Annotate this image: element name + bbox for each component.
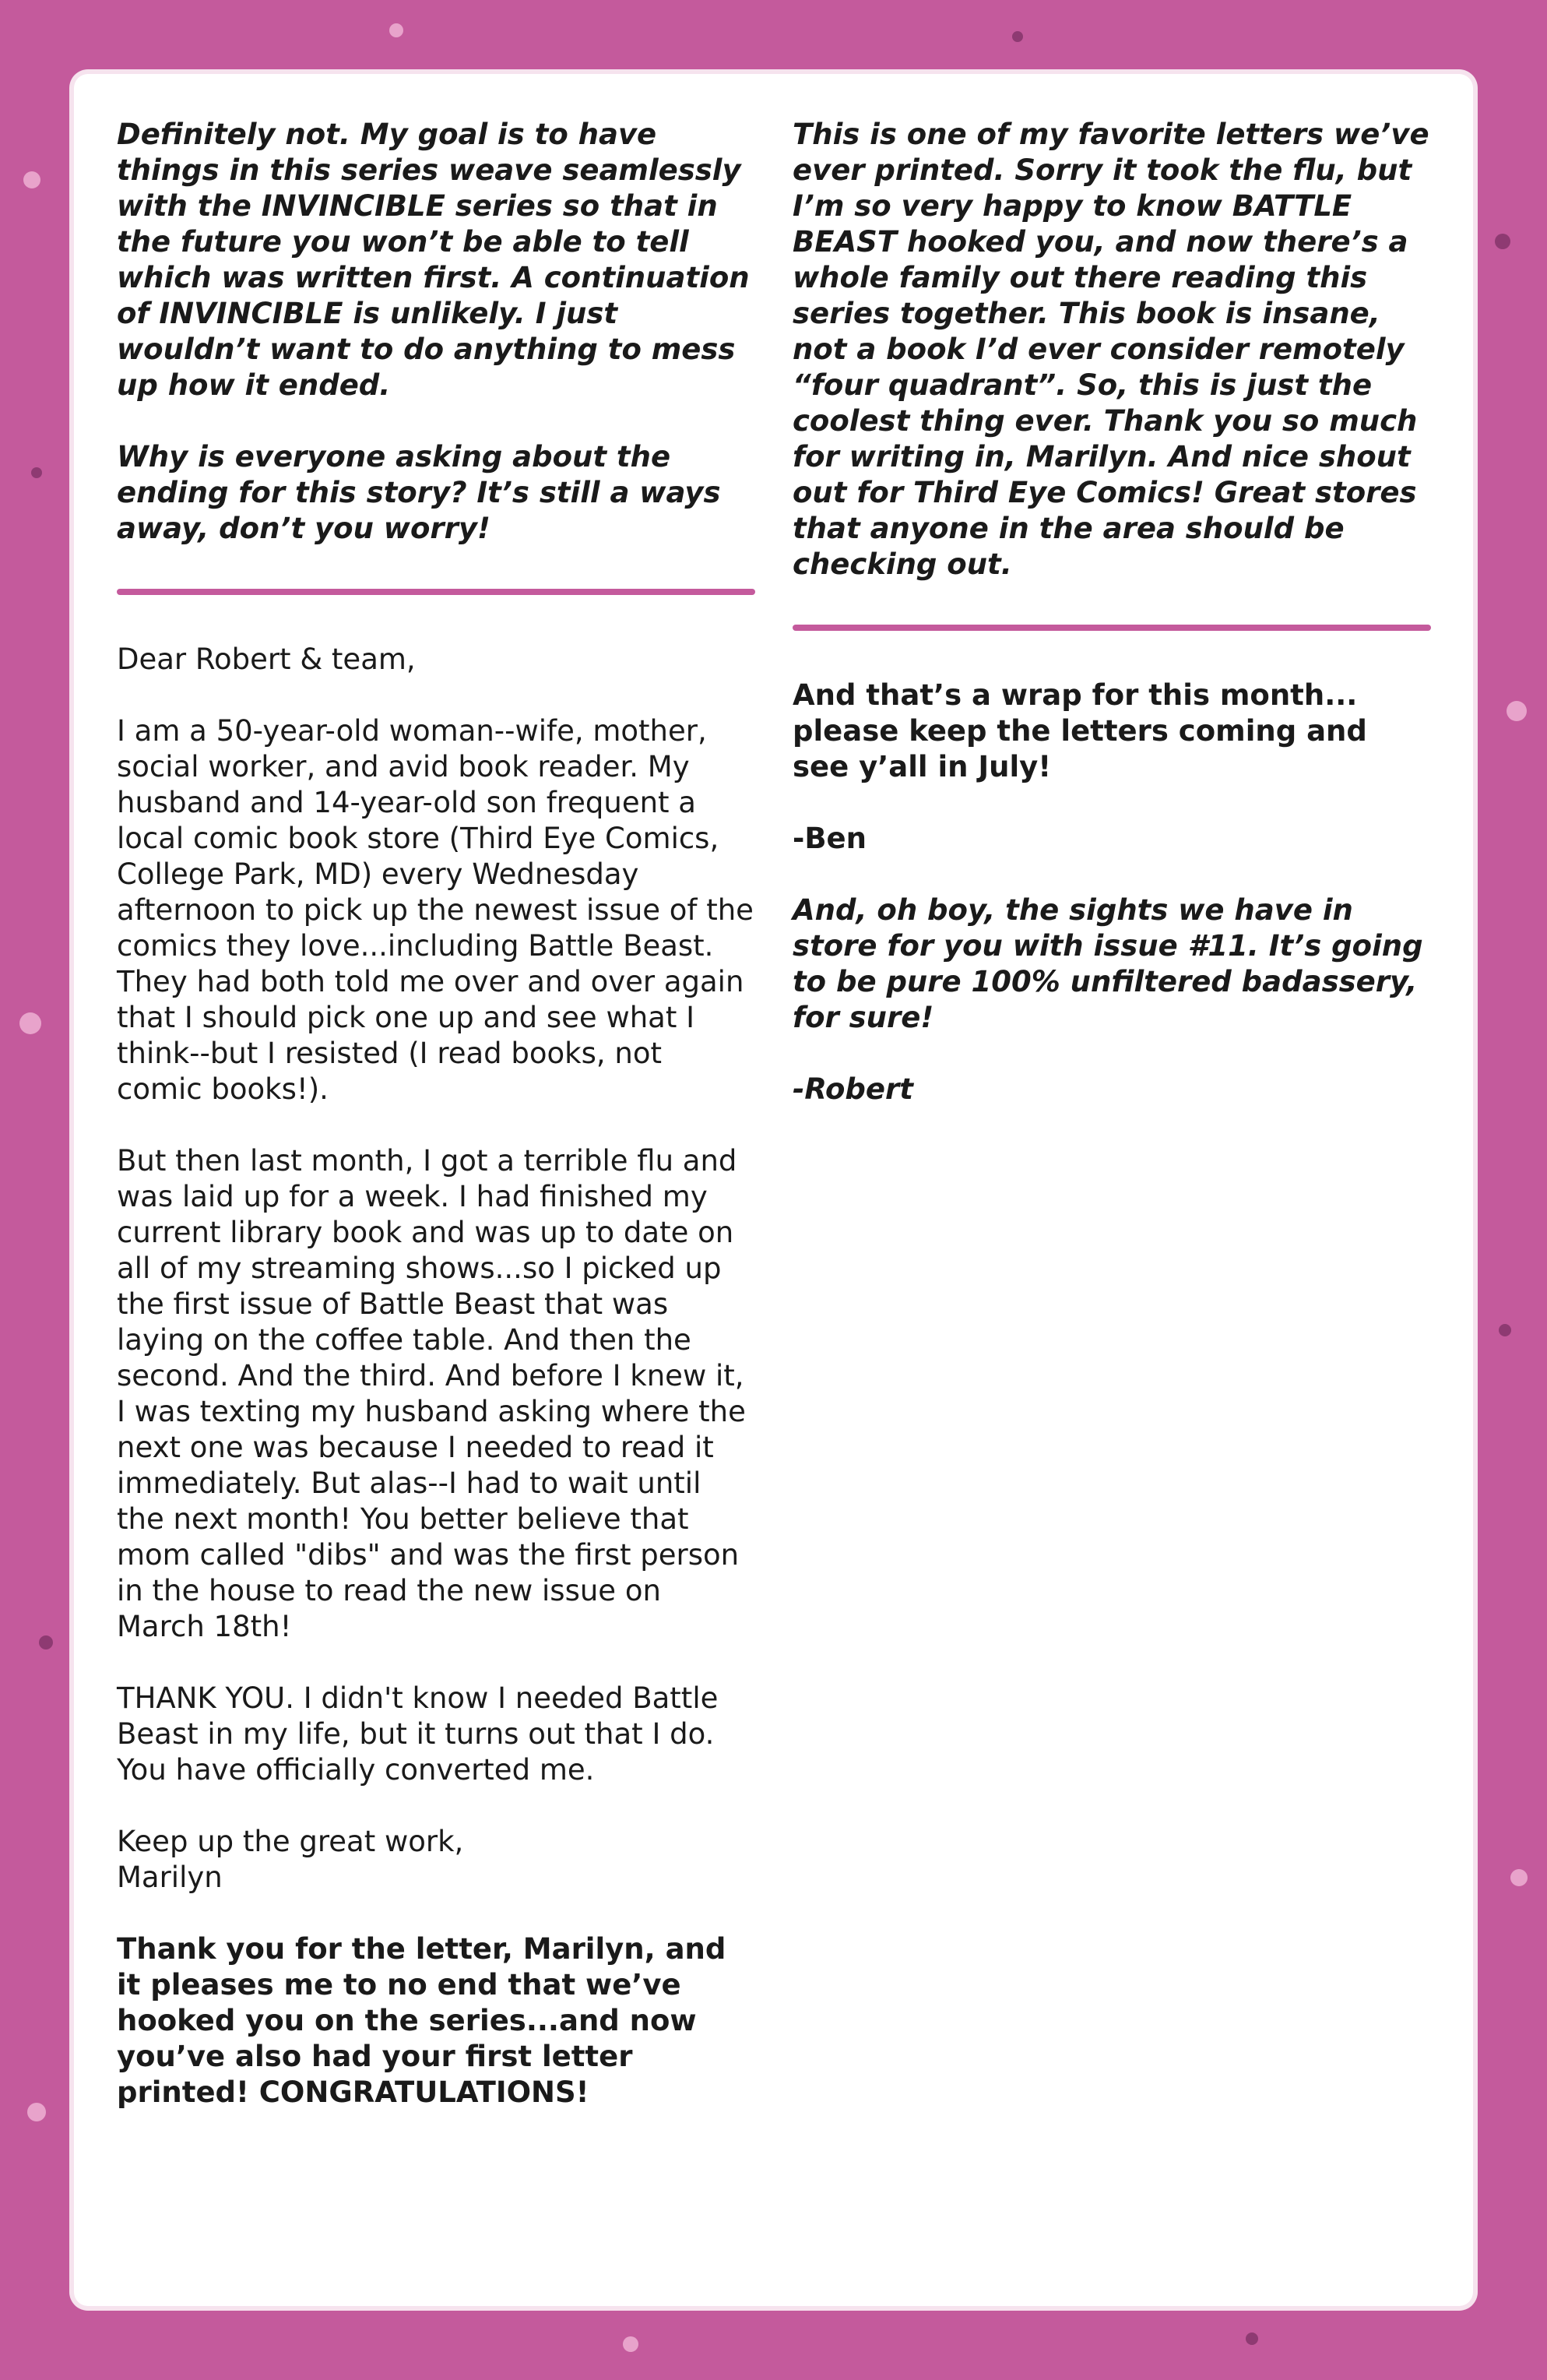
letter-greeting: Dear Robert & team, [117,643,416,676]
decorative-speck [1510,1869,1528,1886]
decorative-speck [1246,2332,1258,2345]
decorative-speck [389,23,403,37]
teaser-message: And, oh boy, the sights we have in store for you with issue #11. It’s going to be pure 100% unfiltered badassery, for sure! [793,893,1423,1034]
letter-paragraph: I am a 50-year-old woman--wife, mother, social worker, and avid book reader. My husband and 14-year-old son frequent a local comic book store (Third Eye Comics, College Park, MD) every Wednesday afternoon to pick up the newest issue of the comics they love...including Battle Beast. They had both told me over and over again that I should pick one up and see what I think--but I resisted (I read books, not comic books!). [117,714,754,1106]
right-column [793,117,1431,1143]
decorative-speck [1012,31,1023,42]
signoff-robert: -Robert [793,1072,913,1106]
decorative-speck [31,467,42,478]
decorative-speck [1499,1324,1511,1336]
letter-paragraph: But then last month, I got a terrible flu and was laid up for a week. I had finished my current library book and was up to date on all of my streaming shows...so I picked up the first issue of Battle Beast that was laying on the coffee table. And then the second. And the third. And before I knew it, I was texting my husband asking where the next one was because I needed to read it immediately. But alas--I had to wait until the next month! You better believe that mom called "dibs" and was the first person in the house to read the new issue on March 18th! [117,1144,746,1643]
letter-signature: Marilyn [117,1861,223,1894]
decorative-speck [23,171,40,188]
section-divider [117,589,755,595]
letter-paragraph: THANK YOU. I didn't know I needed Battle Beast in my life, but it turns out that I do. You have officially converted me. [117,1681,719,1787]
decorative-speck [623,2336,638,2352]
editor-reply-robert: This is one of my favorite letters we’ve ever printed. Sorry it took the flu, but I’m so very happy to know BATTLE BEAST hooked you, and now there’s a whole family out there reading this series together. This book is insane, not a book I’d ever consider remotely “four quadrant”. So, this is just the coolest thing ever. Thank you so much for writing in, Marilyn. And nice shout out for Third Eye Comics! Great stores that anyone in the area should be checking out. [793,118,1429,581]
decorative-speck [1495,234,1510,249]
decorative-speck [39,1635,53,1649]
editor-reply-invincible [117,117,755,547]
decorative-speck [27,2103,46,2121]
letter-closing: Keep up the great work, [117,1825,464,1858]
reply-paragraph: Why is everyone asking about the ending for this story? It’s still a ways away, don’t you worry! [117,440,721,545]
wrap-up-message: And that’s a wrap for this month... please keep the letters coming and see y’all in July! [793,678,1367,783]
editor-reply-ben: Thank you for the letter, Marilyn, and it pleases me to no end that we’ve hooked you on the series...and now you’ve also had your first letter printed! CONGRATULATIONS! [117,1932,726,2109]
section-divider [793,625,1431,631]
letter-signoff [117,1824,755,1896]
decorative-speck [1507,701,1527,721]
teaser-robert [793,892,1431,1107]
wrap-up-ben [793,678,1431,857]
decorative-speck [19,1012,41,1034]
reply-paragraph: Definitely not. My goal is to have things in this series weave seamlessly with the INVINCIBLE series so that in the future you won’t be able to tell which was written first. A continuation of INVINCIBLE is unlikely. I just wouldn’t want to do anything to mess up how it ended. [117,118,750,402]
reader-letter [117,642,755,1896]
left-column [117,117,755,2146]
signoff-ben: -Ben [793,822,867,855]
